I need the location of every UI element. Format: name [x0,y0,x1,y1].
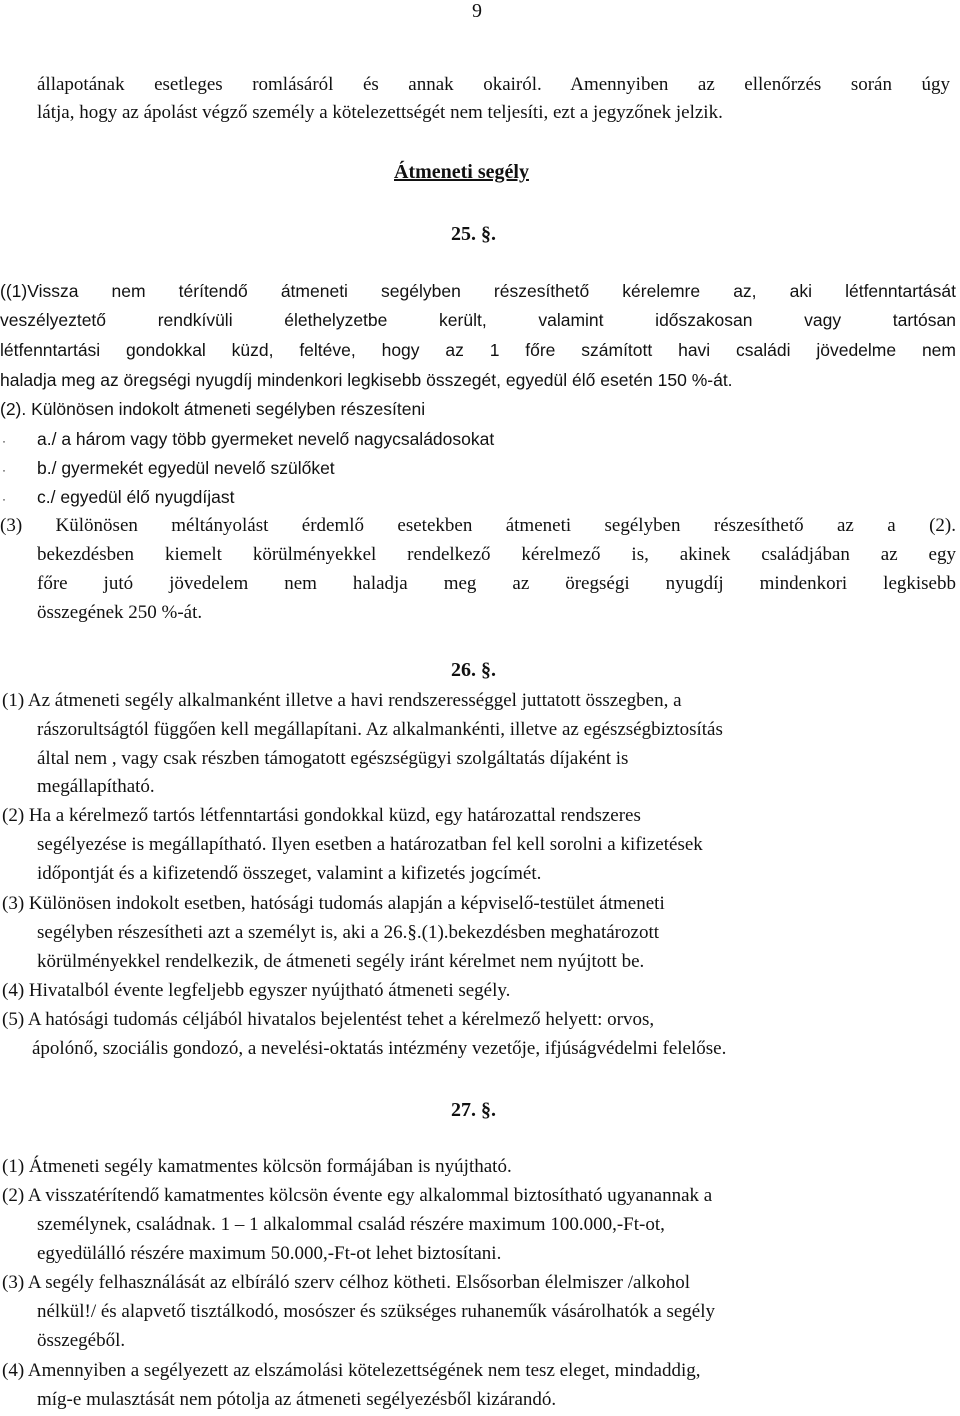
list-bullet: · [2,492,6,506]
page-number: 9 [472,0,482,22]
s27-line-8: (4) Amennyiben a segélyezett az elszámolási kötelezettségének nem tesz eleget, mindaddig, [2,1360,701,1381]
s26-line-5: (2) Ha a kérelmező tartós létfenntartási gondokkal küzd, egy határozattal rendszeres [2,805,641,826]
s25-list-item-b: b./ gyermekét egyedül nevelő szülőket [37,458,335,478]
s26-line-8: (3) Különösen indokolt esetben, hatósági tudomás alapján a képviselő-testület átmeneti [2,893,665,914]
s27-line-4: egyedülálló részére maximum 50.000,-Ft-ot lehet biztosítani. [37,1243,502,1264]
s26-line-6: segélyezése is megállapítható. Ilyen esetben a határozatban fel kell sorolni a kifizetések [37,834,703,855]
s25-list-item-a: a./ a három vagy több gyermeket nevelő nagycsaládosokat [37,429,495,449]
s26-line-11: (4) Hivatalból évente legfeljebb egyszer nyújtható átmeneti segély. [2,980,511,1001]
s26-line-2: rászorultságtól függően kell megállapítani. Az alkalmankénti, illetve az egészségbiztosítás [37,719,723,740]
s25-p2-intro: (2). Különösen indokolt átmeneti segélyben részesíteni [0,399,426,419]
s25-p3-line-1: (3) Különösen méltányolást érdemlő esetekben átmeneti segélyben részesíthető az a (2). [0,515,956,536]
s26-line-3: által nem , vagy csak részben támogatott egészségügyi szolgáltatás díjaként is [37,748,629,769]
s26-line-9: segélyben részesítheti azt a személyt is, aki a 26.§.(1).bekezdésben meghatározott [37,922,659,943]
s26-line-10: körülményekkel rendelkezik, de átmeneti segély iránt kérelmet nem nyújtott be. [37,951,645,972]
s26-line-12: (5) A hatósági tudomás céljából hivatalos bejelentést tehet a kérelmező helyett: orvos, [2,1009,655,1030]
intro-line-2: látja, hogy az ápolást végző személy a kötelezettségét nem teljesíti, ezt a jegyzőnek jelzik. [37,102,723,123]
s25-p3-line-3: főre jutó jövedelem nem haladja meg az öregségi nyugdíj mindenkori legkisebb [37,573,956,594]
s27-line-7: összegéből. [37,1330,126,1351]
s27-line-1: (1) Átmeneti segély kamatmentes kölcsön formájában is nyújtható. [2,1156,512,1177]
s25-list-item-c: c./ egyedül élő nyugdíjast [37,487,235,507]
section-26-heading: 26. §. [451,659,496,681]
section-title: Átmeneti segély [394,161,529,183]
s26-line-1: (1) Az átmeneti segély alkalmanként illetve a havi rendszerességgel juttatott összegben, a [2,690,682,711]
s26-line-7: időpontját és a kifizetendő összeget, valamint a kifizetés jogcímét. [37,863,542,884]
section-25-heading: 25. §. [451,223,496,245]
s25-p1-line-3: létfenntartási gondokkal küzd, feltéve, hogy az 1 főre számított havi családi jövedelme nem [0,340,956,360]
s25-p1-line-2: veszélyeztető rendkívüli élethelyzetbe került, valamint időszakosan vagy tartósan [0,310,956,330]
list-bullet: · [2,463,6,477]
s27-line-3: személynek, családnak. 1 – 1 alkalommal család részére maximum 100.000,-Ft-ot, [37,1214,665,1235]
s25-p1-line-4: haladja meg az öregségi nyugdíj mindenkori legkisebb összegét, egyedül élő esetén 150 %-át. [0,370,733,390]
s27-line-6: nélkül!/ és alapvető tisztálkodó, mosószer és szükséges ruhaneműk vásárolhatók a segély [37,1301,715,1322]
s25-p3-line-4: összegének 250 %-át. [37,602,203,623]
s27-line-2: (2) A visszatérítendő kamatmentes kölcsön évente egy alkalommal biztosítható ugyanannak a [2,1185,713,1206]
s26-line-4: megállapítható. [37,776,155,797]
intro-line-1: állapotának esetleges romlásáról és annak okairól. Amennyiben az ellenőrzés során úgy [37,74,950,95]
s25-p1-line-1: ((1)Vissza nem térítendő átmeneti segélyben részesíthető kérelemre az, aki létfenntartását [0,281,956,301]
s27-line-5: (3) A segély felhasználását az elbíráló szerv célhoz kötheti. Elsősorban élelmiszer /alkohol [2,1272,690,1293]
section-27-heading: 27. §. [451,1099,496,1121]
s27-line-9: míg-e mulasztását nem pótolja az átmeneti segélyezésből kizárandó. [37,1389,557,1410]
s26-line-13: ápolónő, szociális gondozó, a nevelési-oktatás intézmény vezetője, ifjúságvédelmi felelőse. [32,1038,727,1059]
list-bullet: · [2,434,6,448]
s25-p3-line-2: bekezdésben kiemelt körülményekkel rendelkező kérelmező is, akinek családjában az egy [37,544,956,565]
